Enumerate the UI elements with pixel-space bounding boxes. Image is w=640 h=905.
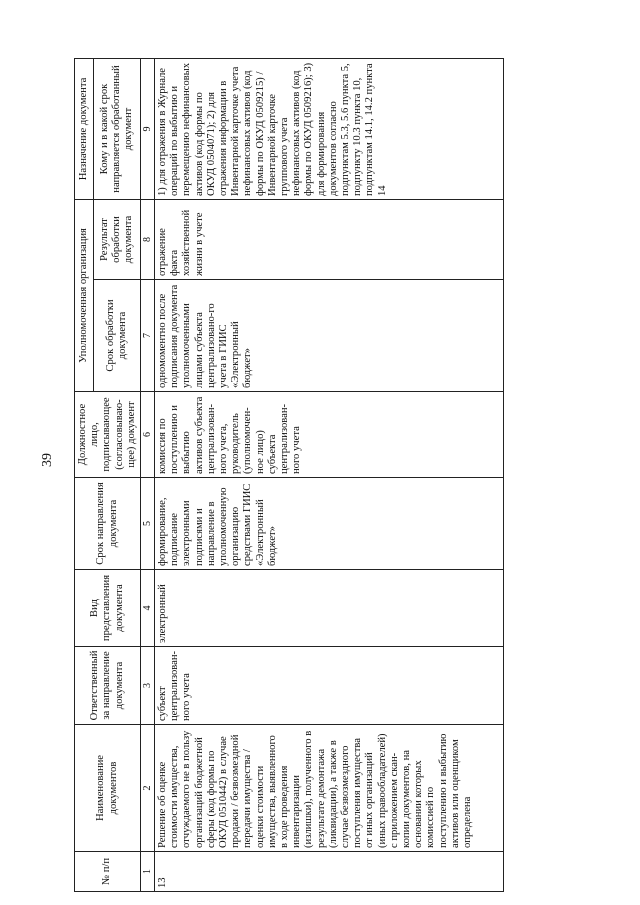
table-row (155, 59, 504, 892)
header-official: Должностное лицо, подписывающее (согласовываю-щее) документ (75, 392, 141, 478)
row-official: комиссия по поступлению и выбытию активов субъекта централизован-ного учета, руководитель (уполномочен-ное лицо) субъекта централизован-ного учета (155, 392, 504, 478)
row-destination: 1) для отражения в Журнале операций по выбытию и перемещению нефинансовых активов (код формы по ОКУД 0504071); 2) для отражения информации в Инвентарной карточке учета нефинансовых активов (код формы по ОКУД 0509215) / Инвентарной карточке группового учета нефинансовых активов (код формы по ОКУД 0509216); 3) для формирования документов согласно подпунктам 5.3, 5.6 пункта 5, подпункту 10.3 пункта 10, подпунктам 14.1, 14.2 пункта 14 (155, 59, 504, 200)
row-deadline: формирование, подписание электронными подписями и направление в уполномоченную организацию средствами ГИИС «Электронный бюджет» (155, 478, 504, 570)
column-number: 3 (141, 647, 155, 725)
header-responsible: Ответственный за направление документа (75, 647, 141, 725)
row-num: 13 (155, 852, 504, 892)
document-table (74, 58, 504, 892)
header-group-naznach: Назначение документа (75, 59, 94, 200)
column-number: 7 (141, 280, 155, 392)
rotated-table-container (74, 59, 618, 892)
header-name: Наименование документов (75, 725, 141, 852)
header-form: Вид представления документа (75, 570, 141, 647)
column-number: 8 (141, 200, 155, 280)
row-form: электронный (155, 570, 504, 647)
column-number: 6 (141, 392, 155, 478)
column-number-row (141, 59, 155, 892)
header-result: Результат обработки документа (94, 200, 141, 280)
column-number: 4 (141, 570, 155, 647)
row-processing: одномоментно после подписания документа уполномоченными лицами субъекта централизовано-го учета в ГИИС «Электронный бюджет» (155, 280, 504, 392)
column-number: 1 (141, 852, 155, 892)
header-destination: Кому и в какой срок направляется обработанный документ (94, 59, 141, 200)
header-row-1 (75, 59, 94, 892)
column-number: 9 (141, 59, 155, 200)
header-deadline: Срок направления документа (75, 478, 141, 570)
page-number: 39 (40, 453, 55, 467)
column-number: 2 (141, 725, 155, 852)
row-name: Решение об оценке стоимости имущества, отчуждаемого не в пользу организаций бюджетной сферы (код формы по ОКУД 0510442) в случае продажи / безвозмездной передачи имущества / оценки стоимости имущества, выявленного в ходе проведения инвентаризации (излишки), полученного в результате демонтажа (ликвидации), а также в случае безвозмездного поступления имущества от иных организаций (иных правообладателей) с приложением скан-копии документов, на основании которых комиссией по поступлению и выбытию активов или оценщиком определена (155, 725, 504, 852)
header-num: № п/п (75, 852, 141, 892)
row-responsible: субъект централизован-ного учета (155, 647, 504, 725)
row-result: отражение факта хозяйственной жизни в учете (155, 200, 504, 280)
header-processing: Срок обработки документа (94, 280, 141, 392)
column-number: 5 (141, 478, 155, 570)
header-group-upol: Уполномоченная организация (75, 200, 94, 392)
